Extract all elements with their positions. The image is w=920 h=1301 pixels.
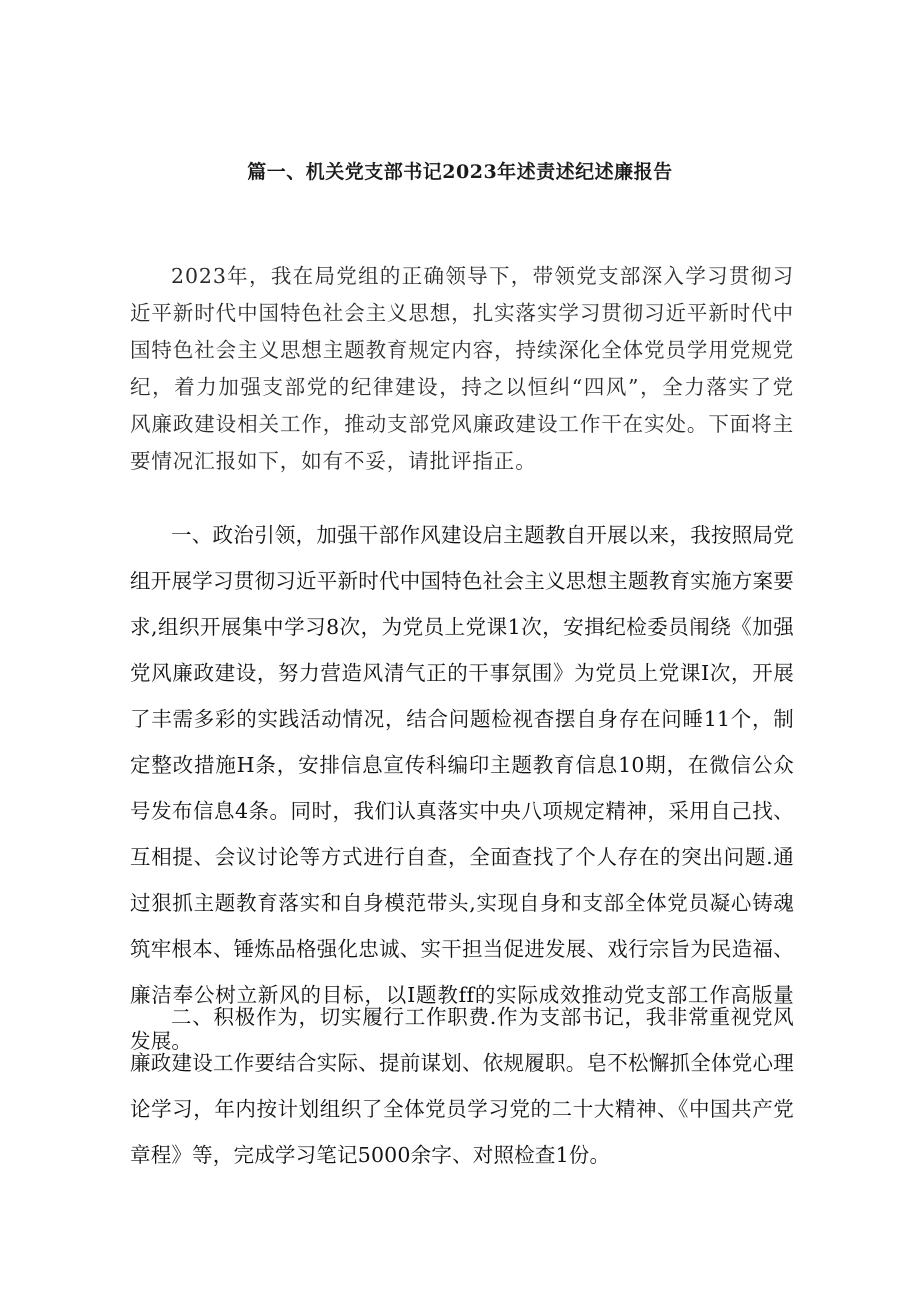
paragraph-intro: 2023年，我在局党组的正确领导下，带领党支部深入学习贯彻习近平新时代中国特色社会主义思想，扎实落实学习贯彻习近平新时代中国特色社会主义思想主题教育规定内容，持续深化全体党员学用党规党纪，着力加强支部党的纪律建设，持之以恒纠“四风”，全力落实了党风廉政建设相关工作，推动支部党风廉政建设工作干在实处。下面将主要情况汇报如下，如有不妥，请批评指正。 xyxy=(130,264,794,473)
paragraph-section-two: 二、积极作为，切实履行工作职费.作为支部书记，我非常重视党风廉政建设工作要结合实际、提前谋划、依规履职。皂不松懈抓全体党心理论学习，年内按计划组织了全体党员学习党的二十大精神、《中国共产党章程》等，完成学习笔记5000余字、对照检查1份。 xyxy=(130,1005,794,1167)
document-title: 篇一、机关党支部书记2023年述责述纪述廉报告 xyxy=(247,161,673,183)
paragraph-section-one: 一、政治引领，加强干部作风建设启主题教自开展以来，我按照局党组开展学习贯彻习近平新时代中国特色社会主义思想主题教育实施方案要求,组织开展集中学习8次，为党员上党课1次，安揖纪检委员闱绕《加强党风廉政建设，努力营造风清气正的干事氛围》为党员上党课I次，开展了丰需多彩的实践活动情况，结合问题检视杳摆自身存在问睡11个，制定整改措施H条，安排信息宣传科编印主题教育信息10期，在微信公众号发布信息4条。同时，我们认真落实中央八项规定精神，采用自己找、互相提、会议讨论等方式进行自查，全面查找了个人存在的突出问题.通过狠抓主题教育落实和自身模范带头,实现自身和支部全体党员凝心铸魂筑牢根本、锤炼品格强化忠诚、实干担当促进发展、戏行宗旨为民造福、廉洁奉公树立新风的目标，以I题教ff的实际成效推动党支部工作高版量发展。 xyxy=(130,523,794,1053)
